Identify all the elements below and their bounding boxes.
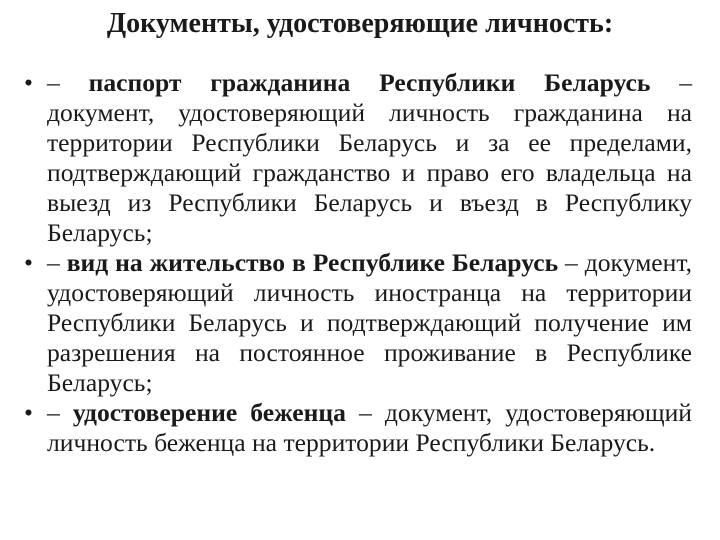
item-dash: – — [47, 248, 60, 277]
slide-title: Документы, удостоверяющие личность: — [106, 8, 614, 39]
bullet-icon: • — [24, 68, 33, 97]
item-text: – документ, удостоверяющий личность иностранца на территории Республики Беларусь и подтверждающий получение им разрешения на постоянное проживание в Республике Беларусь; — [47, 248, 692, 397]
bullet-icon: • — [24, 398, 33, 427]
bullet-list — [24, 68, 692, 458]
item-text: – документ, удостоверяющий личность беженца на территории Республики Беларусь. — [47, 398, 692, 457]
bullet-icon: • — [24, 248, 33, 277]
item-text: – документ, удостоверяющий личность гражданина на территории Республики Беларусь и за ее пределами, подтверждающий гражданство и право его владельца на выезд из Республики Беларусь и въезд в Республику Беларусь; — [47, 68, 692, 247]
item-dash: – — [47, 398, 60, 427]
list-item-residence-permit — [24, 248, 692, 398]
item-dash: – — [47, 68, 60, 97]
item-lead: паспорт гражданина Республики Беларусь — [88, 68, 651, 97]
item-lead: вид на жительство в Республике Беларусь — [66, 248, 559, 277]
item-lead: удостоверение беженца — [72, 398, 346, 427]
list-item-refugee-certificate — [24, 398, 692, 458]
list-item-passport — [24, 68, 692, 248]
